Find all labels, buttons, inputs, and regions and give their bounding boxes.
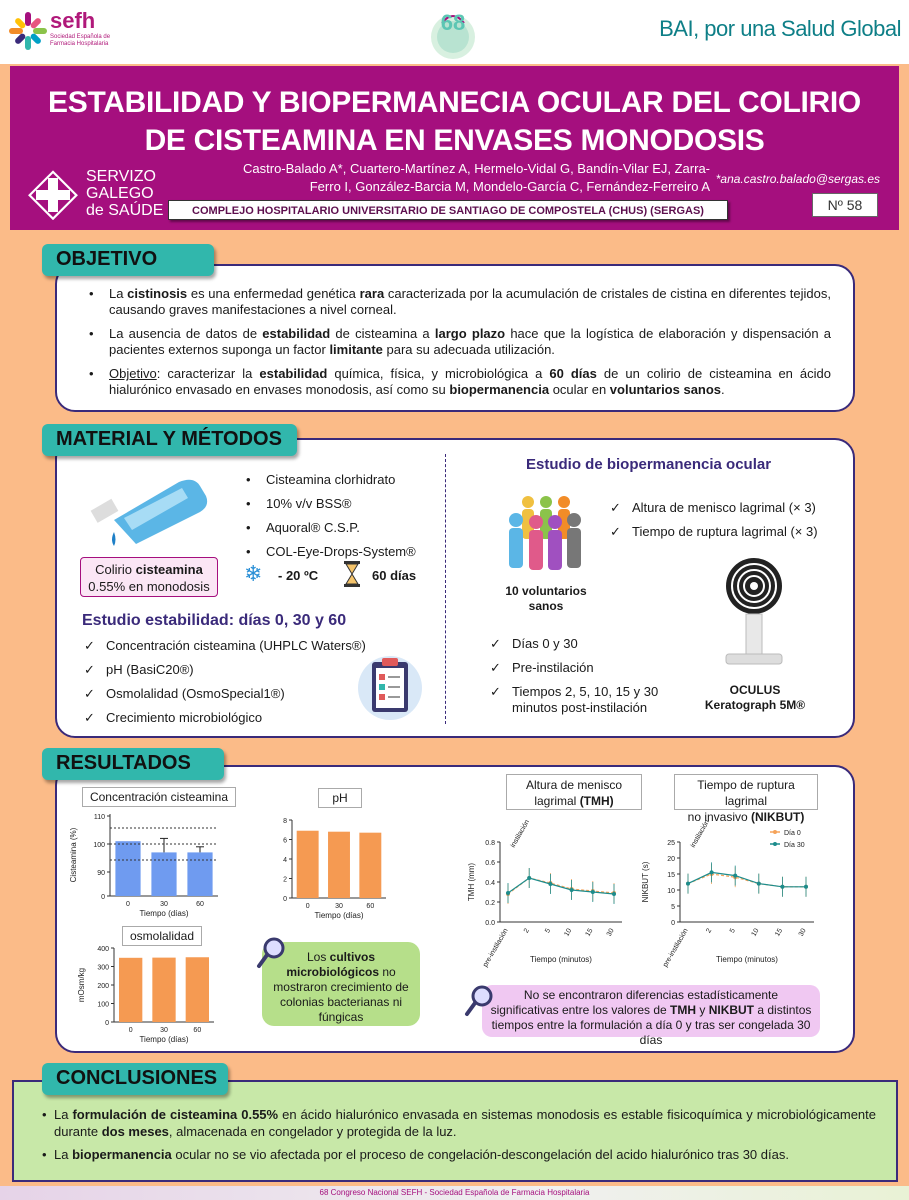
estab-item-2: ✓ pH (BasiC20®) xyxy=(84,662,374,678)
series-line xyxy=(688,872,806,886)
conclusiones-list xyxy=(42,1106,876,1171)
x-tick-label: 5 xyxy=(544,927,553,935)
bar xyxy=(297,831,319,898)
contact-email: *ana.castro.balado@sergas.es xyxy=(715,172,880,186)
x-tick-label: 5 xyxy=(728,927,737,935)
title-line-1: ESTABILIDAD Y BIOPERMANECIA OCULAR DEL COLIRIO xyxy=(48,86,861,119)
bio-item-2: ✓ Tiempo de ruptura lagrimal (× 3) xyxy=(610,524,840,540)
estabilidad-list xyxy=(84,638,374,734)
clipboard-icon xyxy=(358,650,422,722)
objetivo-item-1: • La cistinosis es una enfermedad genética rara caracterizada por la acumulación de cristales de cistina en diferentes tejidos, causando graves manifestaciones a nivel corneal. xyxy=(79,286,831,318)
y-tick-label: 0 xyxy=(283,896,287,903)
data-point xyxy=(612,892,616,896)
data-point xyxy=(733,874,737,878)
keratograph-device-icon xyxy=(716,556,792,674)
x-tick-label: 0 xyxy=(128,1027,133,1034)
conc-chart-title: Concentración cisteamina xyxy=(82,787,236,807)
y-tick-label: 0 xyxy=(101,894,105,901)
x-tick-label: 0 xyxy=(126,901,130,908)
legend-label: Día 30 xyxy=(784,842,805,849)
objetivo-heading: OBJETIVO xyxy=(42,244,214,276)
volunteers-label: 10 voluntarios sanos xyxy=(505,584,587,613)
bar xyxy=(152,958,175,1022)
x-tick-label: 2 xyxy=(705,927,714,935)
y-tick-label: 0.2 xyxy=(485,900,495,907)
data-point xyxy=(527,876,531,880)
bar xyxy=(119,958,142,1022)
authors-line-1: Castro-Balado A*, Cuartero-Martínez A, Hermelo-Vidal G, Bandín-Vilar EJ, Zarra- xyxy=(243,161,710,176)
magnifier-icon xyxy=(256,936,286,970)
y-tick-label: 0 xyxy=(105,1020,109,1027)
sefh-name: sefh xyxy=(50,8,96,33)
magnifier-icon-2 xyxy=(464,984,494,1018)
data-point xyxy=(570,888,574,892)
objetivo-item-2: • La ausencia de datos de estabilidad de cisteamina a largo plazo hace que la logística de elaboración y dispensación a pacientes externos suponga un factor limitante para su adecuada utilización. xyxy=(79,326,831,358)
bar xyxy=(151,852,176,896)
annotation-label: instilación xyxy=(509,818,532,849)
x-tick-label: 2 xyxy=(522,927,531,935)
y-tick-label: 4 xyxy=(283,857,287,864)
y-tick-label: 0.6 xyxy=(485,860,495,867)
x-tick-label: 60 xyxy=(193,1027,202,1034)
data-point xyxy=(804,885,808,889)
sefh-logo-icon xyxy=(8,10,48,52)
timepoints-list xyxy=(490,636,670,724)
data-point xyxy=(780,885,784,889)
y-tick-label: 8 xyxy=(283,818,287,825)
annotation-label: instilación xyxy=(689,818,712,849)
estab-item-4: ✓ Crecimiento microbiológico xyxy=(84,710,374,726)
x-tick-label: 30 xyxy=(797,927,808,938)
y-tick-label: 20 xyxy=(667,856,675,863)
y-tick-label: 100 xyxy=(97,1001,109,1009)
y-tick-label: 5 xyxy=(671,904,675,911)
tmh-chart xyxy=(464,812,634,976)
resultados-heading: RESULTADOS xyxy=(42,748,224,780)
bar xyxy=(187,852,212,896)
ph-chart xyxy=(262,814,402,920)
x-tick-label: 0 xyxy=(305,903,310,910)
y-axis-label: NIKBUT (s) xyxy=(641,861,650,903)
x-axis-label: Tiempo (días) xyxy=(139,1035,189,1044)
objetivo-item-3: • Objetivo: caracterizar la estabilidad química, física, y microbiológica a 60 días de un colirio de cisteamina en ácido hialurónico envasado en envases monodosis, así como su biopermanencia ocular en voluntarios sanos. xyxy=(79,366,831,398)
x-tick-label: 15 xyxy=(584,927,595,938)
congress-number: 68 xyxy=(440,10,466,35)
poster-number: Nº 58 xyxy=(812,193,878,217)
title-line-2: DE CISTEAMINA EN ENVASES MONODOSIS xyxy=(144,124,765,157)
no-diff-callout: No se encontraron diferencias estadísticamente significativas entre los valores de TMH y NIKBUT a distintos tiempos entre la formulación a día 0 y tras ser congelada 30 días xyxy=(482,985,820,1037)
y-tick-label: 10 xyxy=(667,888,675,895)
y-tick-label: 90 xyxy=(97,870,105,877)
y-tick-label: 110 xyxy=(93,814,105,821)
x-tick-label: 30 xyxy=(160,1027,168,1034)
conclusion-1: • La formulación de cisteamina 0.55% en ácido hialurónico envasada en sistemas monodosis es estable fisicoquímica y microbiológicamente durante dos meses, almacenada en congelador y protegida de la luz. xyxy=(42,1107,876,1139)
data-point xyxy=(506,891,510,895)
storage-temperature: - 20 ºC xyxy=(278,568,319,583)
sefh-subtitle: Sociedad Española de Farmacia Hospitalaria xyxy=(50,34,111,47)
study-duration: 60 días xyxy=(372,568,417,583)
sgs-line-2: GALEGO xyxy=(86,185,154,202)
osmo-chart xyxy=(74,942,234,1048)
bar xyxy=(328,832,350,898)
y-tick-label: 300 xyxy=(97,964,109,972)
ph-chart-title: pH xyxy=(318,788,362,808)
legend-marker xyxy=(773,842,777,846)
y-axis-label: mOsm/kg xyxy=(77,967,86,1003)
data-point xyxy=(710,870,714,874)
snowflake-icon: ❄ xyxy=(244,561,263,586)
ingredient-list xyxy=(236,472,446,568)
data-point xyxy=(686,882,690,886)
conclusiones-card xyxy=(12,1080,898,1182)
x-tick-label: 15 xyxy=(774,927,785,938)
sgs-name xyxy=(86,168,163,219)
legend-marker xyxy=(773,830,777,834)
estabilidad-title: Estudio estabilidad: días 0, 30 y 60 xyxy=(82,612,347,629)
y-tick-label: 0.8 xyxy=(485,840,495,847)
top-banner xyxy=(0,0,909,62)
y-tick-label: 100 xyxy=(93,842,105,849)
x-axis-label: Tiempo (minutos) xyxy=(716,955,778,964)
x-axis-label: Tiempo (días) xyxy=(139,909,189,918)
y-tick-label: 0.0 xyxy=(485,920,495,927)
y-tick-label: 400 xyxy=(97,946,109,953)
sgs-line-1: SERVIZO xyxy=(86,168,156,185)
x-axis-label: Tiempo (días) xyxy=(314,911,364,920)
ingredient-3: • Aquoral® C.S.P. xyxy=(236,520,446,536)
ingredient-1: • Cisteamina clorhidrato xyxy=(236,472,446,488)
sgs-line-3: de SAÚDE xyxy=(86,202,164,219)
metodos-heading: MATERIAL Y MÉTODOS xyxy=(42,424,297,456)
legend-label: Día 0 xyxy=(784,830,801,837)
objetivo-card xyxy=(55,264,855,412)
micro-callout: Los cultivos microbiológicos no mostraron crecimiento de colonias bacterianas ni fúngicas xyxy=(262,942,420,1026)
osmo-chart-title: osmolalidad xyxy=(122,926,202,946)
footer: 68 Congreso Nacional SEFH - Sociedad Española de Farmacia Hospitalaria xyxy=(0,1186,909,1200)
x-tick-label: 30 xyxy=(160,901,168,908)
y-tick-label: 200 xyxy=(97,983,109,990)
series-line xyxy=(508,878,614,894)
x-tick-label: pre-instilación xyxy=(482,927,510,969)
y-tick-label: 15 xyxy=(667,872,675,879)
bio-item-1: ✓ Altura de menisco lagrimal (× 3) xyxy=(610,500,840,516)
series-line xyxy=(688,874,806,887)
time-item-3: ✓ Tiempos 2, 5, 10, 15 y 30 minutos post-instilación xyxy=(490,684,670,716)
estab-item-3: ✓ Osmolalidad (OsmoSpecial1®) xyxy=(84,686,374,702)
slogan: BAI, por una Salud Global xyxy=(659,16,901,41)
time-item-2: ✓ Pre-instilación xyxy=(490,660,670,676)
nikbut-chart-title: Tiempo de ruptura lagrimal no invasivo (NIKBUT) xyxy=(674,774,818,810)
x-tick-label: 30 xyxy=(335,903,343,910)
hospital-affiliation: COMPLEJO HOSPITALARIO UNIVERSITARIO DE SANTIAGO DE COMPOSTELA (CHUS) (SERGAS) xyxy=(168,200,728,220)
colirio-label: Colirio cisteamina 0.55% en monodosis xyxy=(80,557,218,597)
objetivo-list xyxy=(79,286,831,406)
nikbut-chart xyxy=(638,812,828,976)
x-axis-label: Tiempo (minutos) xyxy=(530,955,592,964)
poster-title xyxy=(12,84,897,160)
data-point xyxy=(591,890,595,894)
authors-line-2: Ferro I, González-Barcia M, Mondelo-García C, Fernández-Ferreiro A xyxy=(309,179,710,194)
y-axis-label: Cisteamina (%) xyxy=(69,827,78,883)
conclusiones-heading: CONCLUSIONES xyxy=(42,1063,228,1095)
biopermanencia-list xyxy=(610,500,840,548)
bar xyxy=(359,833,381,898)
authors xyxy=(190,160,710,196)
sgs-logo-icon xyxy=(28,170,78,220)
eye-drop-bottle-icon xyxy=(84,470,224,550)
data-point xyxy=(548,882,552,886)
bar xyxy=(186,957,209,1022)
estab-item-1: ✓ Concentración cisteamina (UHPLC Waters®) xyxy=(84,638,374,654)
conclusion-2: • La biopermanencia ocular no se vio afectada por el proceso de congelación-descongelación del acido hialurónico tras 30 días. xyxy=(42,1147,789,1162)
y-tick-label: 2 xyxy=(283,876,287,884)
x-tick-label: 60 xyxy=(366,903,375,910)
biopermanencia-title: Estudio de biopermanencia ocular xyxy=(526,456,772,473)
y-tick-label: 0.4 xyxy=(485,880,495,887)
y-tick-label: 6 xyxy=(283,837,287,845)
x-tick-label: 60 xyxy=(196,901,204,908)
y-tick-label: 0 xyxy=(671,920,675,927)
x-tick-label: pre-instilación xyxy=(662,927,690,969)
conc-chart xyxy=(66,808,236,920)
hourglass-icon xyxy=(342,560,362,588)
x-tick-label: 30 xyxy=(605,927,616,938)
y-tick-label: 25 xyxy=(667,840,675,847)
x-tick-label: 10 xyxy=(750,927,761,938)
y-axis-label: TMH (mm) xyxy=(467,862,476,902)
device-label: OCULUS Keratograph 5M® xyxy=(704,683,806,712)
x-tick-label: 10 xyxy=(563,927,574,938)
data-point xyxy=(757,882,761,886)
time-item-1: ✓ Días 0 y 30 xyxy=(490,636,670,652)
volunteers-group-icon xyxy=(500,494,590,578)
ingredient-4: • COL-Eye-Drops-System® xyxy=(236,544,446,560)
tmh-chart-title: Altura de menisco lagrimal (TMH) xyxy=(506,774,642,810)
bar xyxy=(115,841,140,896)
ingredient-2: • 10% v/v BSS® xyxy=(236,496,446,512)
